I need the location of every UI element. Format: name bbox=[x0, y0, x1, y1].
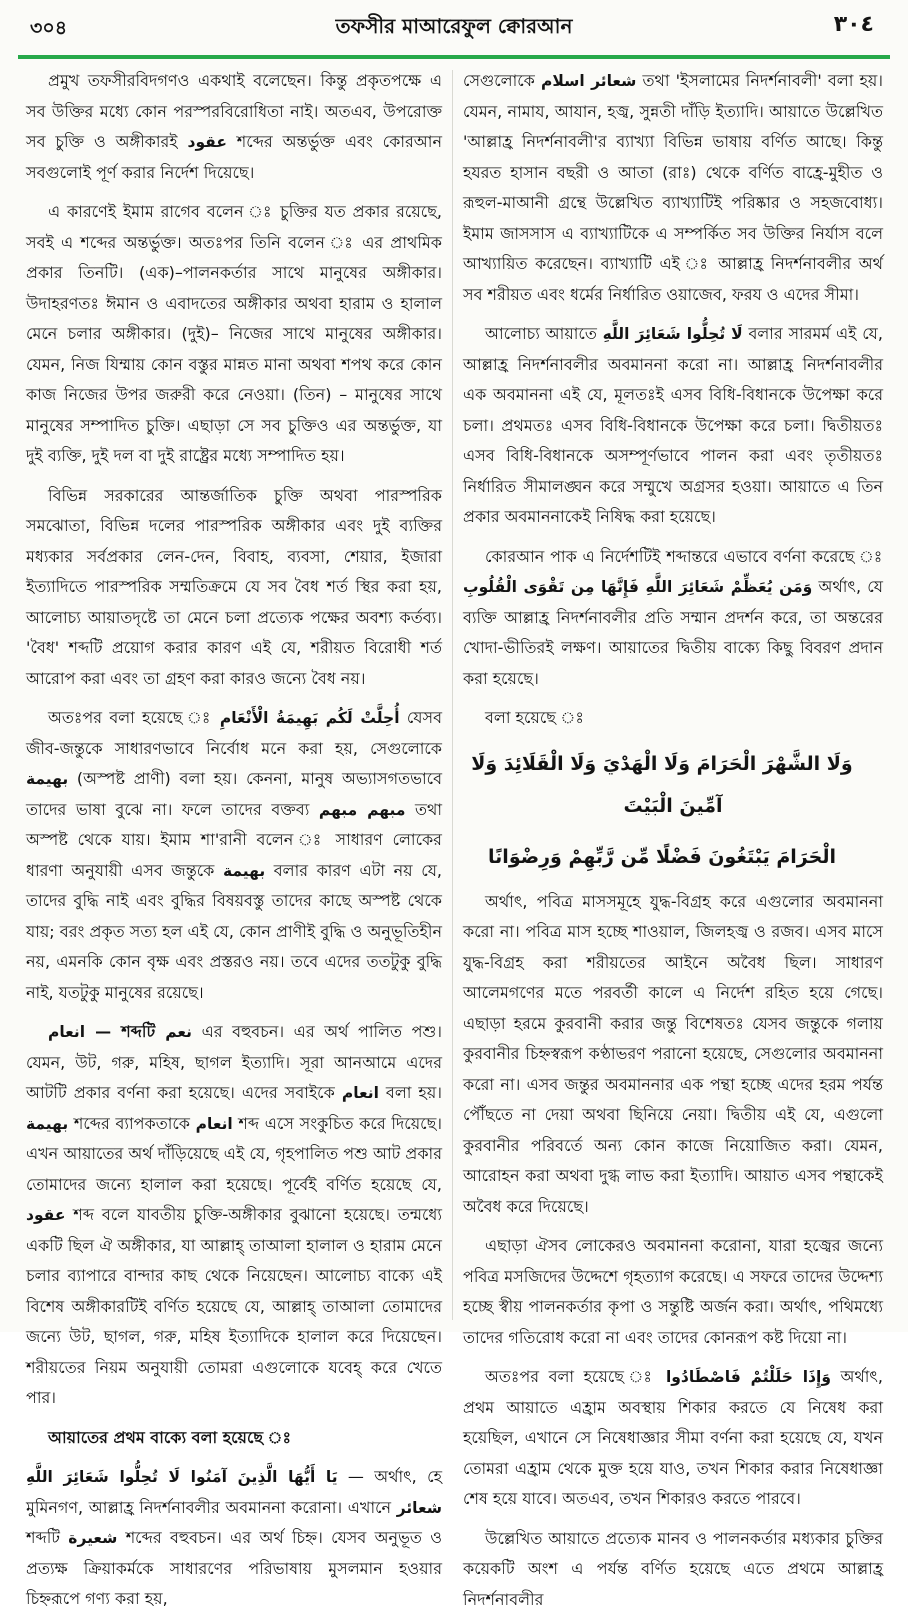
body-text: বলা হয়। bbox=[379, 1083, 442, 1102]
arabic-term: عقود bbox=[188, 133, 227, 151]
body-text: সেগুলোকে bbox=[463, 71, 541, 90]
arabic-term: مبهم مبهم bbox=[319, 801, 406, 819]
paragraph bbox=[463, 542, 883, 695]
running-title: তফসীর মাআরেফুল ক্বোরআন bbox=[254, 12, 654, 45]
arabic-term: شعيرة bbox=[68, 1529, 117, 1547]
body-text: আয়াতের প্রথম বাক্যে বলা হয়েছে ঃ bbox=[48, 1428, 291, 1447]
quran-verse: لَا تُحِلُّوا شَعَائِرَ اللَّهِ bbox=[603, 325, 743, 343]
quran-verse: وَمَن يُعَظِّمْ شَعَائِرَ اللَّهِ فَإِنَّهَا مِن تَقْوَى الْقُلُوبِ bbox=[463, 578, 812, 596]
body-text: তথা অস্পষ্ট থেকে যায়। ইমাম শা'রানী বলেন ঃ সাধারণ লোকের ধারণা অনুযায়ী এসব জন্তুকে bbox=[26, 800, 442, 880]
paragraph-lead bbox=[26, 1423, 442, 1454]
body-text: শব্দের বহুবচন। এর অর্থ চিহ্ন। যেসব অনুভূত ও প্রত্যক্ষ ক্রিয়াকর্মকে সাধারণের পরিভাষায় মুসলমান হওয়ার চিহ্নরূপে গণ্য করা হয়, bbox=[26, 1528, 442, 1608]
arabic-term: شعائر bbox=[397, 1499, 442, 1517]
quran-verse: يَا أَيُّهَا الَّذِينَ آمَنُوا لَا تُحِلُّوا شَعَائِرَ اللَّهِ bbox=[26, 1468, 338, 1486]
body-text: শব্দটি bbox=[26, 1528, 68, 1547]
body-text: শব্দের ব্যাপকতাকে bbox=[68, 1114, 196, 1133]
body-text: শব্দ এসে সংকুচিত করে দিয়েছে। এখন আয়াতের অর্থ দাঁড়িয়েছে এই যে, গৃহপালিত পশু আট প্রকার তোমাদের জন্যে হালাল করা হয়েছে। পূর্বেই বর্ণিত হয়েছে যে, bbox=[26, 1114, 442, 1194]
page-number-bengali: ৩০৪ bbox=[30, 14, 67, 46]
body-text: — শব্দটি bbox=[85, 1022, 165, 1041]
arabic-term: بهيمة bbox=[26, 1115, 68, 1133]
body-text: এ কারণেই ইমাম রাগেব বলেন ঃ চুক্তির যত প্রকার রয়েছে, সবই এ শব্দের অন্তর্ভুক্ত। অতঃপর তিনি বলেন ঃ এর প্রাথমিক প্রকার তিনটি। (এক)–পালনকর্তার সাথে মানুষের অঙ্গীকার। উদাহরণতঃ ঈমান ও এবাদতের অঙ্গীকার অথবা হারাম ও হালাল মেনে চলার অঙ্গীকার। (দুই)– নিজের সাথে মানুষের অঙ্গীকার। যেমন, নিজ যিম্মায় কোন বস্তুর মান্নত মানা অথবা শপথ করে কোন কাজ নিজের উপর জরুরী করে নেওয়া। (তিন) – মানুষের সাথে মানুষের সম্পাদিত চুক্তি। এছাড়া সে সব চুক্তিও এর অন্তর্ভুক্ত, যা দুই ব্যক্তি, দুই দল বা দুই রাষ্ট্রের মধ্যে সম্পাদিত হয়। bbox=[26, 202, 442, 465]
body-text: উল্লেখিত আয়াতে প্রত্যেক মানব ও পালনকর্তার মধ্যকার চুক্তির কয়েকটি অংশ এ পর্যন্ত বর্ণিত হয়েছে এতে প্রথমে আল্লাহ্র নিদর্শনাবলীর bbox=[463, 1529, 883, 1609]
paragraph bbox=[463, 1231, 883, 1353]
paragraph bbox=[463, 1362, 883, 1515]
header-rule bbox=[18, 55, 890, 59]
arabic-term: نعم bbox=[165, 1023, 192, 1041]
paragraph bbox=[26, 1462, 442, 1615]
body-text: তথা 'ইসলামের নিদর্শনাবলী' বলা হয়। যেমন, নামায, আযান, হজ্ব, সুন্নতী দাঁড়ি ইত্যাদি। আয়াতে উল্লেখিত 'আল্লাহ্র নিদর্শনাবলী'র ব্যাখ্যা বিভিন্ন ভাষায় বর্ণিত আছে। কিন্তু হযরত হাসান বছরী ও আতা (রাঃ) থেকে বর্ণিত বাহ্রে-মুহীত ও রূহুল-মাআনী গ্রন্থে উল্লেখিত ব্যাখ্যাটিই পরিষ্কার ও সহজবোধ্য। ইমাম জাসসাস এ ব্যাখ্যাটিকে এ সম্পর্কিত সব উক্তির নির্যাস বলে আখ্যায়িত করেছেন। ব্যাখ্যাটি এই ঃ আল্লাহ্র নিদর্শনাবলীর অর্থ সব শরীয়ত এবং ধর্মের নির্ধারিত ওয়াজেব, ফরয ও এদের সীমা। bbox=[463, 71, 883, 304]
body-text: বলার কারণ এটা নয় যে, তাদের বুদ্ধি নাই এবং বুদ্ধির বিষয়বস্তু তাদের কাছে অস্পষ্ট থেকে যায়; বরং প্রকৃত সত্য হল এই যে, কোন প্রাণীই বুদ্ধি ও অনুভূতিহীন নয়, এমনকি কোন বৃক্ষ এবং প্রস্তরও নয়। তবে এদের ততটুকু বুদ্ধি নাই, যতটুকু মানুষের রয়েছে। bbox=[26, 861, 442, 1002]
body-text: অতঃপর বলা হয়েছে ঃ bbox=[485, 1367, 666, 1386]
body-text: — অর্থাৎ, হে মুমিনগণ, আল্লাহ্র নিদর্শনাবলীর অবমাননা করোনা। এখানে bbox=[26, 1467, 442, 1517]
paragraph bbox=[463, 66, 883, 310]
body-text: বলার সারমর্ম এই যে, আল্লাহ্র নিদর্শনাবলীর অবমাননা করো না। আল্লাহ্র নিদর্শনাবলীর এক অবমাননা এই যে, মূলতঃই এসব বিধি-বিধানকে উপেক্ষা করে চলা। প্রথমতঃ এসব বিধি-বিধানকে উপেক্ষা করে চলা। দ্বিতীয়তঃ এসব বিধি-বিধানকে অসম্পূর্ণভাবে পালন করা এবং তৃতীয়তঃ নির্ধারিত সীমালঙ্ঘন করে সম্মুখে অগ্রসর হওয়া। আয়াতে এ তিন প্রকার অবমাননাকেই নিষিদ্ধ করা হয়েছে। bbox=[463, 324, 883, 526]
paragraph bbox=[26, 66, 442, 188]
paragraph bbox=[463, 319, 883, 533]
arabic-term: انعام bbox=[196, 1115, 233, 1133]
body-text: বিভিন্ন সরকারের আন্তর্জাতিক চুক্তি অথবা পারস্পরিক সমঝোতা, বিভিন্ন দলের পারস্পরিক অঙ্গীকার এবং দুই ব্যক্তির মধ্যকার সর্বপ্রকার লেন-দেন, বিবাহ, ব্যবসা, শেয়ার, ইজারা ইত্যাদিতে পারস্পরিক সম্মতিক্রমে যে সব বৈধ শর্ত স্থির করা হয়, আলোচ্য আয়াতদৃষ্টে তা মেনে চলা প্রত্যেক পক্ষের অবশ্য কর্তব্য। 'বৈধ' শব্দটি প্রয়োগ করার কারণ এই যে, শরীয়ত বিরোধী শর্ত আরোপ করা এবং তা গ্রহণ করা কারও জন্যে বৈধ নয়। bbox=[26, 486, 442, 688]
quran-verse: وَإِذَا حَلَلْتُمْ فَاصْطَادُوا bbox=[666, 1368, 831, 1386]
page-number-arabic: ٣٠٤ bbox=[834, 12, 874, 37]
arabic-term: انعام bbox=[342, 1084, 379, 1102]
body-text: কোরআন পাক এ নির্দেশটিই শব্দান্তরে এভাবে বর্ণনা করেছে ঃ bbox=[485, 547, 883, 566]
paragraph-lead bbox=[463, 703, 883, 734]
body-text: আলোচ্য আয়াতে bbox=[485, 324, 603, 343]
left-column bbox=[26, 66, 442, 1326]
quran-verse-line: وَلَا الشَّهْرَ الْحَرَامَ وَلَا الْهَدْيَ وَلَا الْقَلَائِدَ وَلَا آمِّينَ الْبَيْتَ bbox=[463, 743, 883, 827]
body-text: শব্দের অন্তর্ভুক্ত এবং কোরআন সবগুলোই পূর্ণ করার নির্দেশ দিয়েছে। bbox=[26, 132, 442, 182]
arabic-term: عقود bbox=[26, 1206, 65, 1224]
arabic-term: بهيمة bbox=[223, 862, 265, 880]
body-text: অর্থাৎ, পবিত্র মাসসমূহে যুদ্ধ-বিগ্রহ করে এগুলোর অবমাননা করো না। পবিত্র মাস হচ্ছে শাওয়াল, জিলহজ্ব ও রজব। এসব মাসে যুদ্ধ-বিগ্রহ করা শরীয়তের আইনে অবৈধ ছিল। সাধারণ আলেমগণের মতে পরবর্তী কালে এ নির্দেশ রহিত হয়ে গেছে। এছাড়া হরমে কুরবানী করার জন্তু বিশেষতঃ যেসব জন্তুকে গলায় কুরবানীর চিহ্নস্বরূপ কণ্ঠাভরণ পরানো হয়েছে, সেগুলোর অবমাননা করো না। এসব জন্তুর অবমাননার এক পন্থা হচ্ছে এদের হরম পর্যন্ত পৌঁছতে না দেয়া অথবা ছিনিয়ে নেয়া। দ্বিতীয় এই যে, এগুলো কুরবানীর পরিবর্তে অন্য কোন কাজে নিয়োজিত করা। যেমন, আরোহন করা অথবা দুগ্ধ লাভ করা ইত্যাদি। আয়াত এসব পন্থাকেই অবৈধ করে দিয়েছে। bbox=[463, 892, 883, 1216]
body-text: (অস্পষ্ট প্রাণী) বলা হয়। কেননা, মানুষ অভ্যাসগতভাবে তাদের ভাষা বুঝে না। ফলে তাদের বক্তব্য bbox=[26, 769, 442, 819]
body-text: অর্থাৎ, প্রথম আয়াতে এহ্রাম অবস্থায় শিকার করতে যে নিষেধ করা হয়েছিল, এখানে সে নিষেধাজ্ঞার সীমা বর্ণনা করা হয়েছে যে, যখন তোমরা এহ্রাম থেকে মুক্ত হয়ে যাও, তখন শিকার করার নিষেধাজ্ঞা শেষ হয়ে যাবে। অতএব, তখন শিকারও করতে পারবে। bbox=[463, 1367, 883, 1508]
body-text: অর্থাৎ, যে ব্যক্তি আল্লাহ্র নিদর্শনাবলীর প্রতি সম্মান প্রদর্শন করে, তা অন্তরের খোদা-ভীতিরই লক্ষণ। আয়াতের দ্বিতীয় বাক্যে কিছু বিবরণ প্রদান করা হয়েছে। bbox=[463, 577, 883, 688]
arabic-term: شعائر اسلام bbox=[541, 72, 636, 90]
body-text: শব্দ বলে যাবতীয় চুক্তি-অঙ্গীকার বুঝানো হয়েছে। তন্মধ্যে একটি ছিল ঐ অঙ্গীকার, যা আল্লাহ্ তাআলা হালাল ও হারাম মেনে চলার ব্যাপারে বান্দার কাছ থেকে নিয়েছেন। আলোচ্য বাক্যে এই বিশেষ অঙ্গীকারটিই বর্ণিত হয়েছে যে, আল্লাহ্ তাআলা তোমাদের জন্যে উট, ছাগল, গরু, মহিষ ইত্যাদিকে হালাল করে দিয়েছেন। শরীয়তের নিয়ম অনুযায়ী তোমরা এগুলোকে যবেহ্ করে খেতে পার। bbox=[26, 1205, 442, 1407]
body-text: অতঃপর বলা হয়েছে ঃ bbox=[48, 708, 220, 727]
quran-verse: أُحِلَّتْ لَكُم بَهِيمَةُ الْأَنْعَامِ bbox=[220, 709, 400, 727]
right-column bbox=[463, 66, 883, 1326]
body-text: প্রমুখ তফসীরবিদগণও একথাই বলেছেন। কিন্তু প্রকৃতপক্ষে এ সব উক্তির মধ্যে কোন পরস্পরবিরোধিতা নাই। অতএব, উপরোক্ত সব চুক্তি ও অঙ্গীকারই bbox=[26, 71, 442, 151]
paragraph bbox=[463, 887, 883, 1223]
body-text: এছাড়া ঐসব লোকেরও অবমাননা করোনা, যারা হজ্বের জন্যে পবিত্র মসজিদের উদ্দেশে গৃহত্যাগ করেছে। এ সফরে তাদের উদ্দেশ্য হচ্ছে স্বীয় পালনকর্তার কৃপা ও সন্তুষ্টি অর্জন করা। অর্থাৎ, পথিমধ্যে তাদের গতিরোধ করো না এবং তাদের কোনরূপ কষ্ট দিয়ো না। bbox=[463, 1236, 883, 1347]
body-text: বলা হয়েছে ঃ bbox=[485, 708, 584, 727]
quran-verse-line: الْحَرَامَ يَبْتَغُونَ فَضْلًا مِّن رَّبِّهِمْ وَرِضْوَانًا bbox=[463, 836, 883, 878]
paragraph bbox=[26, 197, 442, 472]
quran-verse-block bbox=[463, 743, 883, 878]
body-text: যেসব জীব-জন্তুকে সাধারণভাবে নির্বোধ মনে করা হয়, সেগুলোকে bbox=[26, 708, 442, 758]
body-text: এর বহুবচন। এর অর্থ পালিত পশু। যেমন, উট, গরু, মহিষ, ছাগল ইত্যাদি। সূরা আনআমে এদের আটটি প্রকার বর্ণনা করা হয়েছে। এদের সবাইকে bbox=[26, 1022, 442, 1102]
paragraph bbox=[26, 703, 442, 1008]
paragraph bbox=[463, 1524, 883, 1615]
paragraph bbox=[26, 481, 442, 695]
column-divider bbox=[452, 70, 453, 1320]
arabic-term: انعام bbox=[48, 1023, 85, 1041]
paragraph bbox=[26, 1017, 442, 1414]
arabic-term: بهيمة bbox=[26, 770, 68, 788]
